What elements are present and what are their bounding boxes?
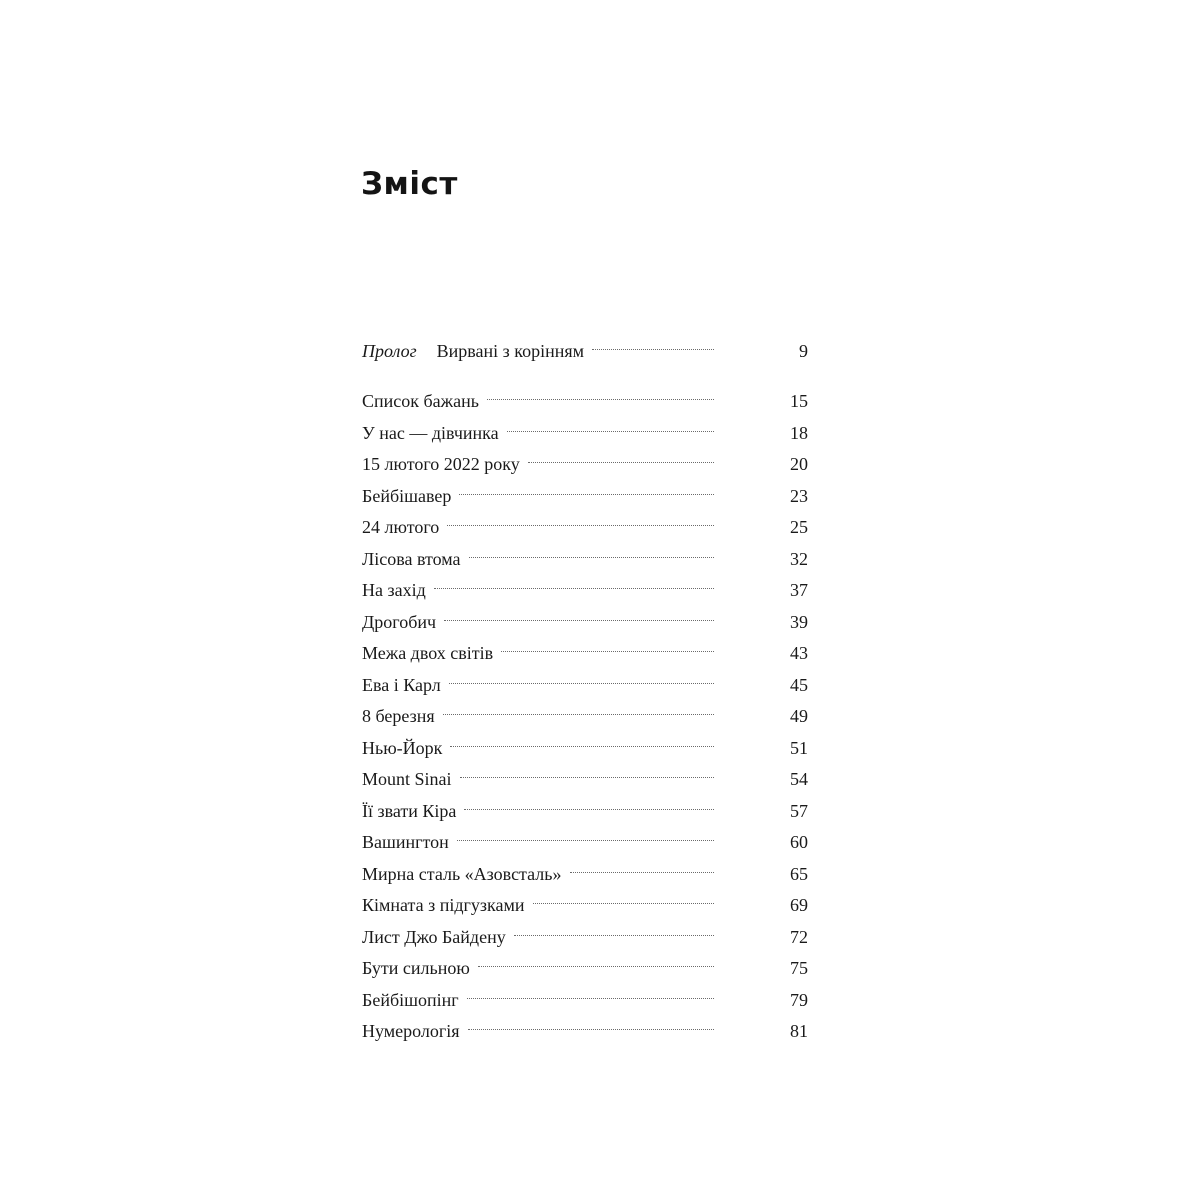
toc-page-number: 51 [790,737,808,758]
toc-dot-leader [442,728,778,754]
toc-entry-prologue [362,331,808,361]
toc-dot-leader [441,665,778,691]
toc-entry [362,1011,808,1041]
toc-page-number: 57 [790,800,808,821]
toc-dot-leader [449,822,778,848]
toc-dot-leader [451,476,778,502]
toc-dot-leader [426,570,778,596]
toc-entry-title: Бути сильною [362,958,470,978]
toc-page-number: 39 [790,611,808,632]
toc-entry-title: Вирвані з корінням [436,341,585,361]
toc-entry [362,444,808,474]
toc-entry-title: Дрогобич [362,611,437,632]
toc-page-number: 25 [790,517,808,537]
toc-dot-leader [436,602,778,628]
toc-page-number: 23 [790,485,808,506]
toc-entry-label [362,338,584,364]
toc-entry [362,665,808,695]
toc-entry [362,759,808,789]
toc-entry-title: Бейбішопінг [362,989,459,1010]
toc-dot-leader [461,539,778,565]
toc-dot-leader [460,1011,778,1037]
toc-dot-leader [479,381,778,407]
toc-entry-title: Кімната з підгузками [362,895,525,915]
toc-entry-title: Mount Sinai [362,769,452,789]
toc-entry [362,507,808,537]
toc-entry-title: Нумерологія [362,1021,460,1041]
toc-page-number: 32 [790,548,808,569]
toc-entry-title: Лист Джо Байдену [362,926,506,947]
toc-entry [362,602,808,632]
toc-page-number: 81 [790,1021,808,1041]
toc-entry-title: Бейбішавер [362,485,452,506]
toc-page-number: 18 [790,422,808,443]
toc-dot-leader [452,759,778,785]
toc-entry-title: Мирна сталь «Азовсталь» [362,863,562,884]
toc-entry-title: 8 березня [362,706,435,726]
toc-prologue-prefix: Пролог [362,341,417,361]
toc-entry-title: У нас — дівчинка [362,422,499,443]
toc-entry [362,791,808,821]
page-title: Зміст [361,166,458,202]
toc-dot-leader [439,507,778,533]
toc-entry [362,917,808,947]
toc-dot-leader [459,980,778,1006]
toc-page-number: 75 [790,958,808,978]
toc-entry-title: Нью-Йорк [362,737,443,758]
toc-page-number: 54 [790,769,808,789]
toc-entry [362,570,808,600]
toc-page-number: 15 [790,391,808,411]
toc-entry [362,696,808,726]
toc-entry-title: Ева і Карл [362,674,441,695]
toc-page-number: 72 [790,926,808,947]
toc-page-number: 43 [790,643,808,663]
toc-entry-title: Межа двох світів [362,643,494,663]
toc-dot-leader [506,917,778,943]
toc-page-number: 20 [790,454,808,474]
toc-entry-title: 24 лютого [362,517,440,537]
toc-entry-title: Її звати Кіра [362,800,457,821]
toc-dot-leader [525,885,778,911]
toc-page-number: 37 [790,580,808,600]
toc-entry [362,381,808,411]
toc-page-number: 60 [790,832,808,852]
toc-entry [362,822,808,852]
toc-dot-leader [584,331,778,357]
toc-entry [362,854,808,884]
toc-entry [362,633,808,663]
toc-page-number: 9 [799,341,808,361]
toc-entry-title: Лісова втома [362,548,461,569]
toc-page-number: 69 [790,895,808,915]
toc-dot-leader [435,696,778,722]
toc-dot-leader [493,633,778,659]
toc-entry-title: Вашингтон [362,832,449,852]
toc-entry-title: Список бажань [362,391,479,411]
toc-entry [362,885,808,915]
toc-entry [362,728,808,758]
toc-dot-leader [520,444,778,470]
toc-page-number: 79 [790,989,808,1010]
toc-entry [362,980,808,1010]
toc-page-number: 45 [790,674,808,695]
toc-dot-leader [470,948,778,974]
toc-dot-leader [499,413,778,439]
toc-dot-leader [456,791,778,817]
toc-page-number: 65 [790,863,808,884]
toc-entry [362,476,808,506]
toc-entry [362,413,808,443]
toc-page-number: 49 [790,706,808,726]
toc-entry-title: На захід [362,580,426,600]
toc-entry [362,539,808,569]
toc-entry-title: 15 лютого 2022 року [362,454,520,474]
toc-entry [362,948,808,978]
toc-dot-leader [562,854,779,880]
